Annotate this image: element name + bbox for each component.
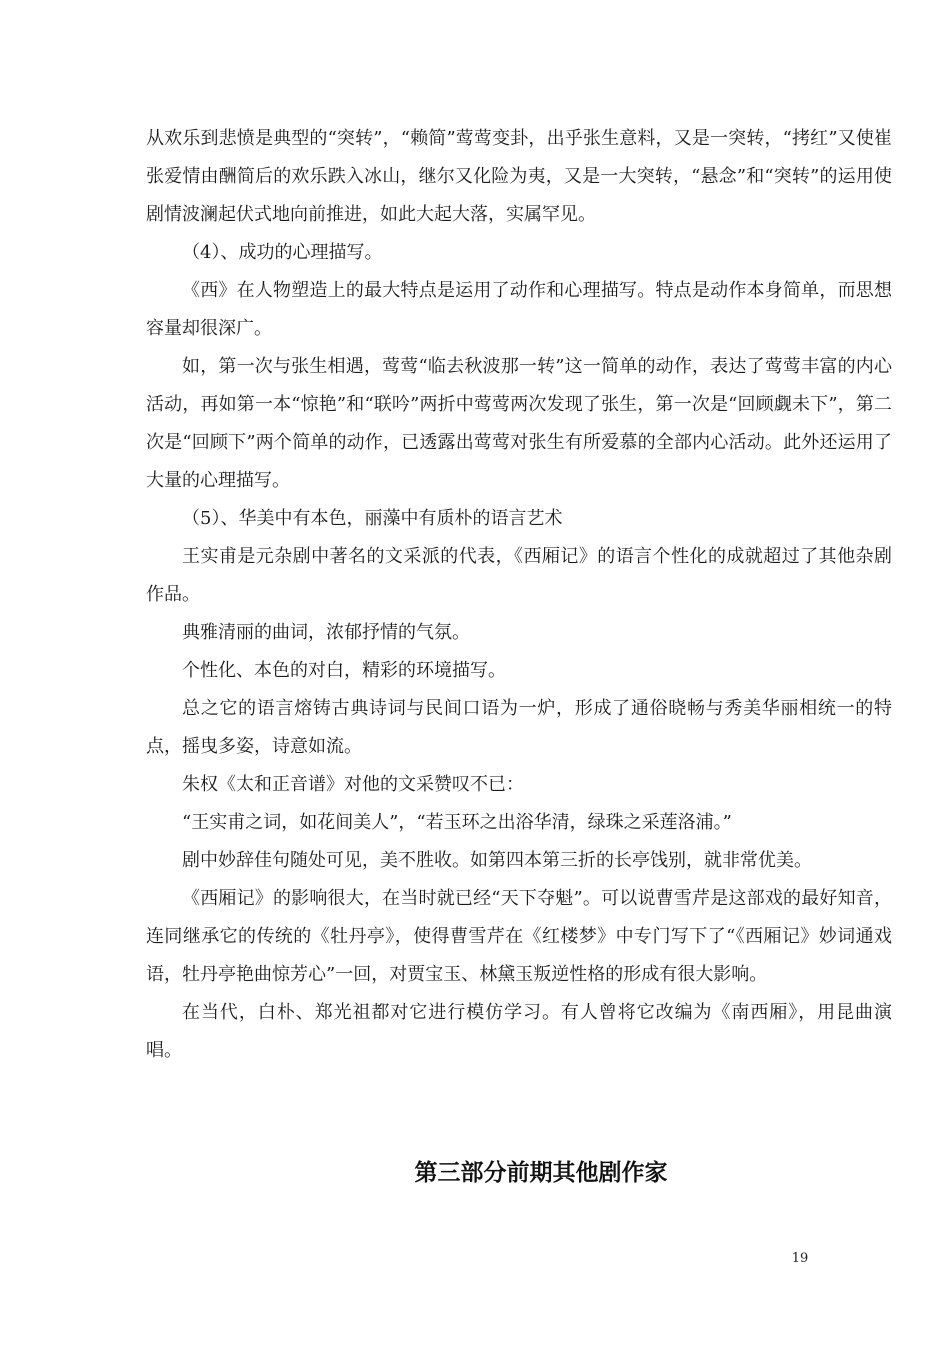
paragraph: 个性化、本色的对白，精彩的环境描写。	[182, 660, 506, 681]
paragraph: 王实甫是元杂剧中著名的文采派的代表，《西厢记》的语言个性化的成就超过了其他杂剧作品。	[146, 546, 892, 605]
paragraph-continuation: 从欢乐到悲愤是典型的“突转”，“赖简”莺莺变卦，出乎张生意料，又是一突转，“拷红”又使崔张爱情由酬简后的欢乐跌入冰山，继尔又化险为夷，又是一大突转，“悬念”和“突转”的运用使剧情波澜起伏式地向前推进，如此大起大落，实属罕见。	[146, 128, 892, 225]
paragraph: 朱权《太和正音谱》对他的文采赞叹不已：	[182, 774, 524, 795]
section-title: 第三部分前期其他剧作家	[414, 1160, 668, 1186]
paragraph-heading-4: （4）、成功的心理描写。	[182, 242, 383, 263]
paragraph-quote: “王实甫之词，如花间美人”，“若玉环之出浴华清，绿珠之采莲洛浦。”	[182, 812, 732, 833]
body-text	[146, 120, 892, 1070]
paragraph: 总之它的语言熔铸古典诗词与民间口语为一炉，形成了通俗晓畅与秀美华丽相统一的特点，摇曳多姿，诗意如流。	[146, 698, 892, 757]
paragraph: 《西》在人物塑造上的最大特点是运用了动作和心理描写。特点是动作本身简单，而思想容量却很深广。	[146, 280, 892, 339]
paragraph: 剧中妙辞佳句随处可见，美不胜收。如第四本第三折的长亭饯别，就非常优美。	[182, 850, 812, 871]
paragraph: 典雅清丽的曲词，浓郁抒情的气氛。	[182, 622, 470, 643]
page-number: 19	[791, 1251, 809, 1266]
paragraph: 在当代，白朴、郑光祖都对它进行模仿学习。有人曾将它改编为《南西厢》，用昆曲演唱。	[146, 1002, 892, 1061]
paragraph: 《西厢记》的影响很大，在当时就已经“天下夺魁”。可以说曹雪芹是这部戏的最好知音，连同继承它的传统的《牡丹亭》，使得曹雪芹在《红楼梦》中专门写下了“《西厢记》妙词通戏语，牡丹亭艳曲惊芳心”一回，对贾宝玉、林黛玉叛逆性格的形成有很大影响。	[146, 888, 892, 985]
paragraph-heading-5: （5）、华美中有本色，丽藻中有质朴的语言艺术	[182, 508, 563, 529]
paragraph: 如，第一次与张生相遇，莺莺“临去秋波那一转”这一简单的动作，表达了莺莺丰富的内心活动，再如第一本“惊艳”和“联吟”两折中莺莺两次发现了张生，第一次是“回顾觑未下”，第二次是“回顾下”两个简单的动作，已透露出莺莺对张生有所爱慕的全部内心活动。此外还运用了大量的心理描写。	[146, 356, 892, 491]
